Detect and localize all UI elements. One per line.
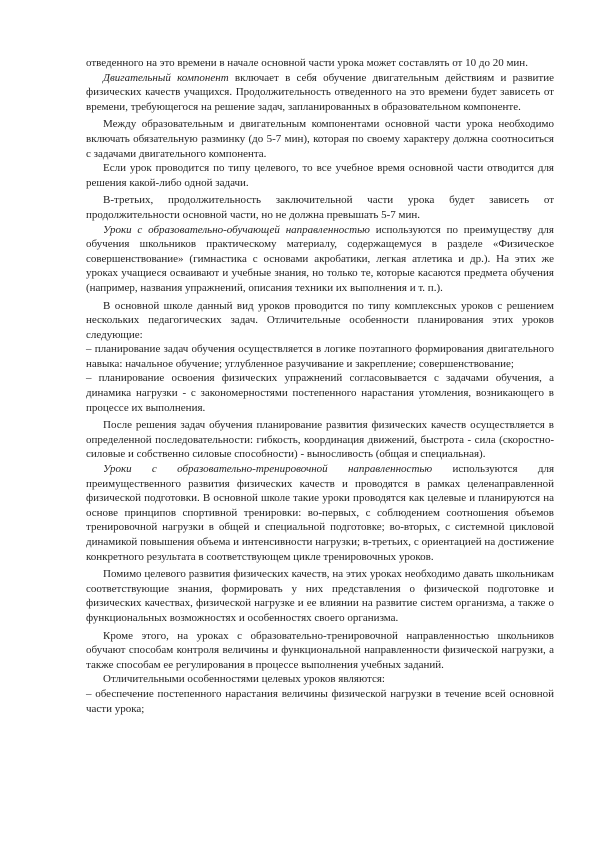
list-item-text: – планирование освоения физических упражнений согласовывается с задачами обучения, а динамика нагрузки - с закономерностями постепенного нарастания утомления, возникающего в процессе их выполнения. xyxy=(86,372,554,414)
list-item-dash xyxy=(86,371,554,415)
paragraph-motor-component xyxy=(86,71,554,115)
paragraph-text: Между образовательным и двигательным компонентами основной части урока необходимо включать обязательную разминку (до 5-7 мин), которая по своему характеру должна соотноситься с задачами двигательного компонента. xyxy=(86,118,554,160)
paragraph-text: используются для преимущественного развития физических качеств и проводятся в рамках целенаправленной физической подготовки. В основной школе такие уроки проводятся как целевые и планируются на основе принципов спортивной тренировки: во-первых, с соблюдением соотношения объемов тренировочной нагрузки в общей и специальной подготовке; во-вторых, с системной цикловой динамикой повышения объема и интенсивности нагрузки; в-третьих, с ориентацией на достижение конкретного результата в соответствующем цикле тренировочных уроков. xyxy=(86,463,555,563)
document-page xyxy=(86,56,554,716)
list-item-dash xyxy=(86,687,554,716)
paragraph-text: включает в себя обучение двигательным действиям и развитие физических качеств учащихся. Продолжительность отведенного на это времени будет зависеть от времени, требующегося на решение задач, запланированных в образовательном компоненте. xyxy=(86,71,554,113)
paragraph-text: После решения задач обучения планирование развития физических качеств осуществляется в определенной последовательности: гибкость, координация движений, быстрота - сила (скоростно-силовые и собственно силовые способности) - выносливость (общая и специальная). xyxy=(86,419,554,461)
paragraph-text: отведенного на это времени в начале основной части урока может составлять от 10 до 20 мин. xyxy=(86,57,528,69)
term-educational-lessons: Уроки с образовательно-обучающей направленностью xyxy=(103,223,370,236)
paragraph-complex-lessons xyxy=(86,299,554,343)
list-item-text: – обеспечение постепенного нарастания величины физической нагрузки в течение всей основной части урока; xyxy=(86,687,554,715)
paragraph-text: Помимо целевого развития физических качеств, на этих уроках необходимо давать школьникам соответствующие знания, формировать у них представления о физической подготовке и физических качествах, физической нагрузке и ее влиянии на развитие систем организма, а также о функциональных возможностях и особенностях своего организма. xyxy=(86,568,554,624)
paragraph-educational-lessons xyxy=(86,223,554,296)
paragraph-text: В основной школе данный вид уроков проводится по типу комплексных уроков с решением нескольких педагогических задач. Отличительные особенности планирования этих уроков следующие: xyxy=(86,299,554,341)
paragraph-text: используются по преимуществу для обучения школьников практическому материалу, содержащемуся в разделе «Физическое совершенствование» (гимнастика с основами акробатики, легкая атлетика и др.). На этих же уроках учащиеся осваивают и учебные знания, но только те, которые касаются предмета обучения (например, названия упражнений, описания техники их выполнения и т. п.). xyxy=(86,223,554,294)
paragraph-features-intro xyxy=(86,672,554,687)
paragraph-text: Если урок проводится по типу целевого, то все учебное время основной части отводится для решения какой-либо одной задачи. xyxy=(86,162,554,189)
term-motor-component: Двигательный компонент xyxy=(103,71,229,84)
paragraph-target-lesson xyxy=(86,161,554,190)
paragraph-final-part xyxy=(86,193,554,222)
paragraph-load-control xyxy=(86,629,554,673)
paragraph-training-lessons xyxy=(86,462,554,564)
paragraph-physical-qualities xyxy=(86,418,554,462)
list-item-text: – планирование задач обучения осуществляется в логике поэтапного формирования двигательного навыка: начальное обучение; углубленное разучивание и закрепление; совершенствование; xyxy=(86,343,554,370)
paragraph-text: В-третьих, продолжительность заключительной части урока будет зависеть от продолжительности основной части, но не должна превышать 5-7 мин. xyxy=(86,194,554,221)
paragraph-continuation xyxy=(86,56,554,71)
list-item-dash xyxy=(86,342,554,371)
paragraph-knowledge xyxy=(86,567,554,625)
term-training-lessons: Уроки с образовательно-тренировочной направленностью xyxy=(103,463,433,476)
paragraph-text: Кроме этого, на уроках с образовательно-тренировочной направленностью школьников обучают способам контроля величины и функциональной направленности физической нагрузки, а также способам ее регулирования в процессе выполнения учебных заданий. xyxy=(86,629,554,671)
paragraph-warmup xyxy=(86,117,554,161)
paragraph-text: Отличительными особенностями целевых уроков являются: xyxy=(103,673,385,686)
